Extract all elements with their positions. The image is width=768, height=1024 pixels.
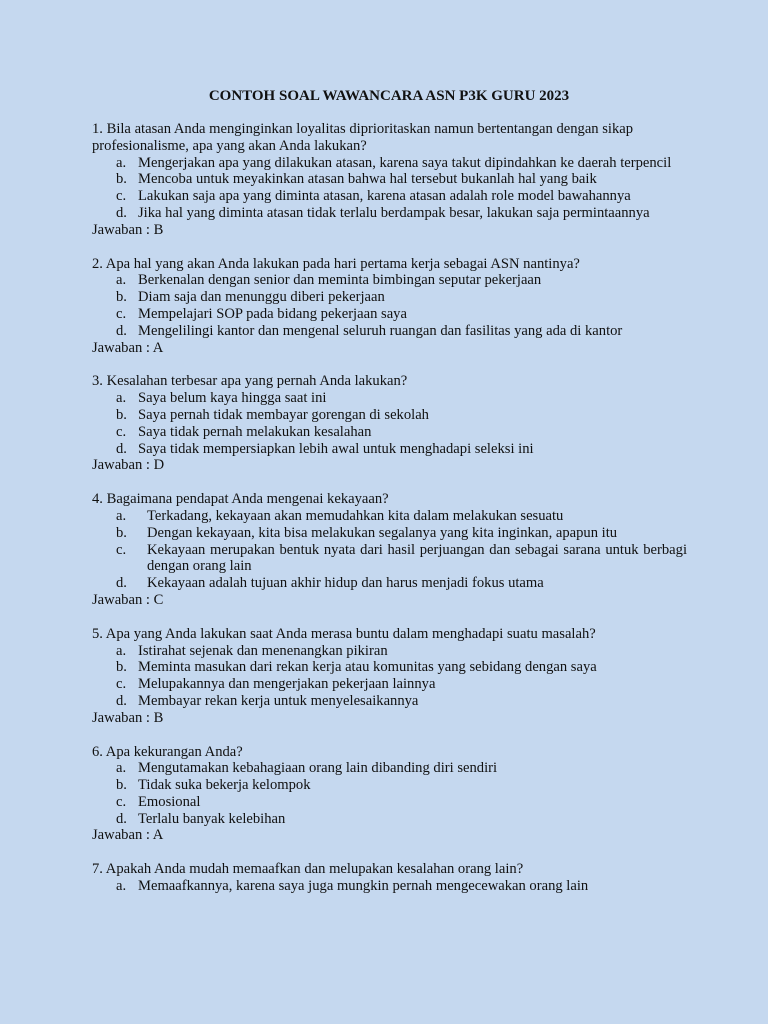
option-letter: b. xyxy=(116,171,127,188)
question-4 xyxy=(92,491,708,609)
option-c xyxy=(92,794,708,811)
option-letter: c. xyxy=(116,676,127,693)
option-text: Mempelajari SOP pada bidang pekerjaan saya xyxy=(138,305,407,322)
option-list xyxy=(92,760,708,827)
option-a xyxy=(92,760,708,777)
option-text: Memaafkannya, karena saya juga mungkin pernah mengecewakan orang lain xyxy=(138,878,589,895)
answer-key: Jawaban : A xyxy=(92,827,164,844)
option-text: Mencoba untuk meyakinkan atasan bahwa hal tersebut bukanlah hal yang baik xyxy=(138,171,597,188)
option-text: Meminta masukan dari rekan kerja atau komunitas yang sebidang dengan saya xyxy=(138,659,597,676)
option-c xyxy=(92,306,708,323)
question-5 xyxy=(92,626,708,727)
option-letter: b. xyxy=(116,289,127,306)
option-d xyxy=(92,323,708,340)
option-letter: d. xyxy=(116,204,127,221)
document-title: CONTOH SOAL WAWANCARA ASN P3K GURU 2023 xyxy=(208,88,570,104)
question-6 xyxy=(92,744,708,845)
option-letter: d. xyxy=(116,440,127,457)
option-letter: a. xyxy=(116,760,127,777)
option-text: Saya tidak mempersiapkan lebih awal untuk menghadapi seleksi ini xyxy=(138,440,534,457)
question-text: 1. Bila atasan Anda menginginkan loyalitas diprioritaskan namun bertentangan dengan sikap profesionalisme, apa yang akan Anda lakukan? xyxy=(92,121,634,154)
option-a xyxy=(92,390,708,407)
option-text: Terkadang, kekayaan akan memudahkan kita dalam melakukan sesuatu xyxy=(147,507,564,524)
option-text: Kekayaan merupakan bentuk nyata dari hasil perjuangan dan sebagai sarana untuk berbagi dengan orang lain xyxy=(147,541,687,575)
option-text: Jika hal yang diminta atasan tidak terlalu berdampak besar, lakukan saja permintaannya xyxy=(138,204,650,221)
option-list xyxy=(92,878,708,895)
option-c xyxy=(92,188,708,205)
option-b xyxy=(92,407,708,424)
option-text: Saya pernah tidak membayar gorengan di sekolah xyxy=(138,406,429,423)
option-letter: d. xyxy=(116,575,127,592)
option-letter: a. xyxy=(116,154,127,171)
option-text: Melupakannya dan mengerjakan pekerjaan lainnya xyxy=(138,676,436,693)
option-list xyxy=(92,508,708,592)
option-list xyxy=(92,390,708,457)
option-letter: d. xyxy=(116,692,127,709)
option-b xyxy=(92,659,708,676)
question-3 xyxy=(92,373,708,474)
option-text: Kekayaan adalah tujuan akhir hidup dan harus menjadi fokus utama xyxy=(147,575,544,592)
option-b xyxy=(92,525,708,542)
option-letter: b. xyxy=(116,777,127,794)
option-letter: c. xyxy=(116,541,127,558)
option-text: Membayar rekan kerja untuk menyelesaikannya xyxy=(138,692,419,709)
option-a xyxy=(92,155,708,172)
option-list xyxy=(92,155,708,222)
option-letter: d. xyxy=(116,810,127,827)
question-text: 3. Kesalahan terbesar apa yang pernah Anda lakukan? xyxy=(92,373,408,390)
option-d xyxy=(92,693,708,710)
option-text: Saya belum kaya hingga saat ini xyxy=(138,390,327,407)
option-text: Mengutamakan kebahagiaan orang lain dibanding diri sendiri xyxy=(138,760,498,777)
option-c xyxy=(92,424,708,441)
option-text: Emosional xyxy=(138,793,201,810)
option-a xyxy=(92,272,708,289)
option-b xyxy=(92,171,708,188)
option-a xyxy=(92,643,708,660)
option-list xyxy=(92,643,708,710)
option-a xyxy=(92,508,708,525)
option-a xyxy=(92,878,708,895)
question-text: 6. Apa kekurangan Anda? xyxy=(92,743,243,760)
option-text: Mengelilingi kantor dan mengenal seluruh ruangan dan fasilitas yang ada di kantor xyxy=(138,322,623,339)
option-text: Lakukan saja apa yang diminta atasan, karena atasan adalah role model bawahannya xyxy=(138,188,631,205)
option-text: Diam saja dan menunggu diberi pekerjaan xyxy=(138,289,385,306)
option-letter: c. xyxy=(116,188,127,205)
option-d xyxy=(92,441,708,458)
option-text: Dengan kekayaan, kita bisa melakukan segalanya yang kita inginkan, apapun itu xyxy=(147,524,618,541)
option-letter: a. xyxy=(116,272,127,289)
option-c xyxy=(92,542,708,576)
question-text: 7. Apakah Anda mudah memaafkan dan melupakan kesalahan orang lain? xyxy=(92,861,524,878)
option-letter: b. xyxy=(116,524,127,541)
option-letter: d. xyxy=(116,322,127,339)
option-text: Terlalu banyak kelebihan xyxy=(138,810,286,827)
question-text: 2. Apa hal yang akan Anda lakukan pada hari pertama kerja sebagai ASN nantinya? xyxy=(92,255,580,272)
option-list xyxy=(92,272,708,339)
option-text: Berkenalan dengan senior dan meminta bimbingan seputar pekerjaan xyxy=(138,272,542,289)
option-c xyxy=(92,676,708,693)
question-7 xyxy=(92,861,708,895)
option-text: Mengerjakan apa yang dilakukan atasan, karena saya takut dipindahkan ke daerah terpencil xyxy=(138,154,672,171)
option-b xyxy=(92,289,708,306)
option-letter: c. xyxy=(116,793,127,810)
question-1 xyxy=(92,121,708,239)
option-letter: a. xyxy=(116,390,127,407)
option-letter: a. xyxy=(116,878,127,895)
option-b xyxy=(92,777,708,794)
answer-key: Jawaban : C xyxy=(92,591,164,608)
option-d xyxy=(92,811,708,828)
option-text: Tidak suka bekerja kelompok xyxy=(138,777,311,794)
option-text: Istirahat sejenak dan menenangkan pikiran xyxy=(138,642,388,659)
question-text: 4. Bagaimana pendapat Anda mengenai kekayaan? xyxy=(92,491,389,508)
answer-key: Jawaban : B xyxy=(92,709,164,726)
answer-key: Jawaban : A xyxy=(92,339,164,356)
option-d xyxy=(92,575,708,592)
option-letter: c. xyxy=(116,423,127,440)
option-text: Saya tidak pernah melakukan kesalahan xyxy=(138,423,372,440)
option-letter: b. xyxy=(116,406,127,423)
option-letter: b. xyxy=(116,659,127,676)
answer-key: Jawaban : B xyxy=(92,221,164,238)
answer-key: Jawaban : D xyxy=(92,457,165,474)
question-2 xyxy=(92,256,708,357)
question-text: 5. Apa yang Anda lakukan saat Anda merasa buntu dalam menghadapi suatu masalah? xyxy=(92,625,596,642)
option-letter: a. xyxy=(116,507,127,524)
option-letter: a. xyxy=(116,642,127,659)
option-letter: c. xyxy=(116,305,127,322)
option-d xyxy=(92,205,708,222)
